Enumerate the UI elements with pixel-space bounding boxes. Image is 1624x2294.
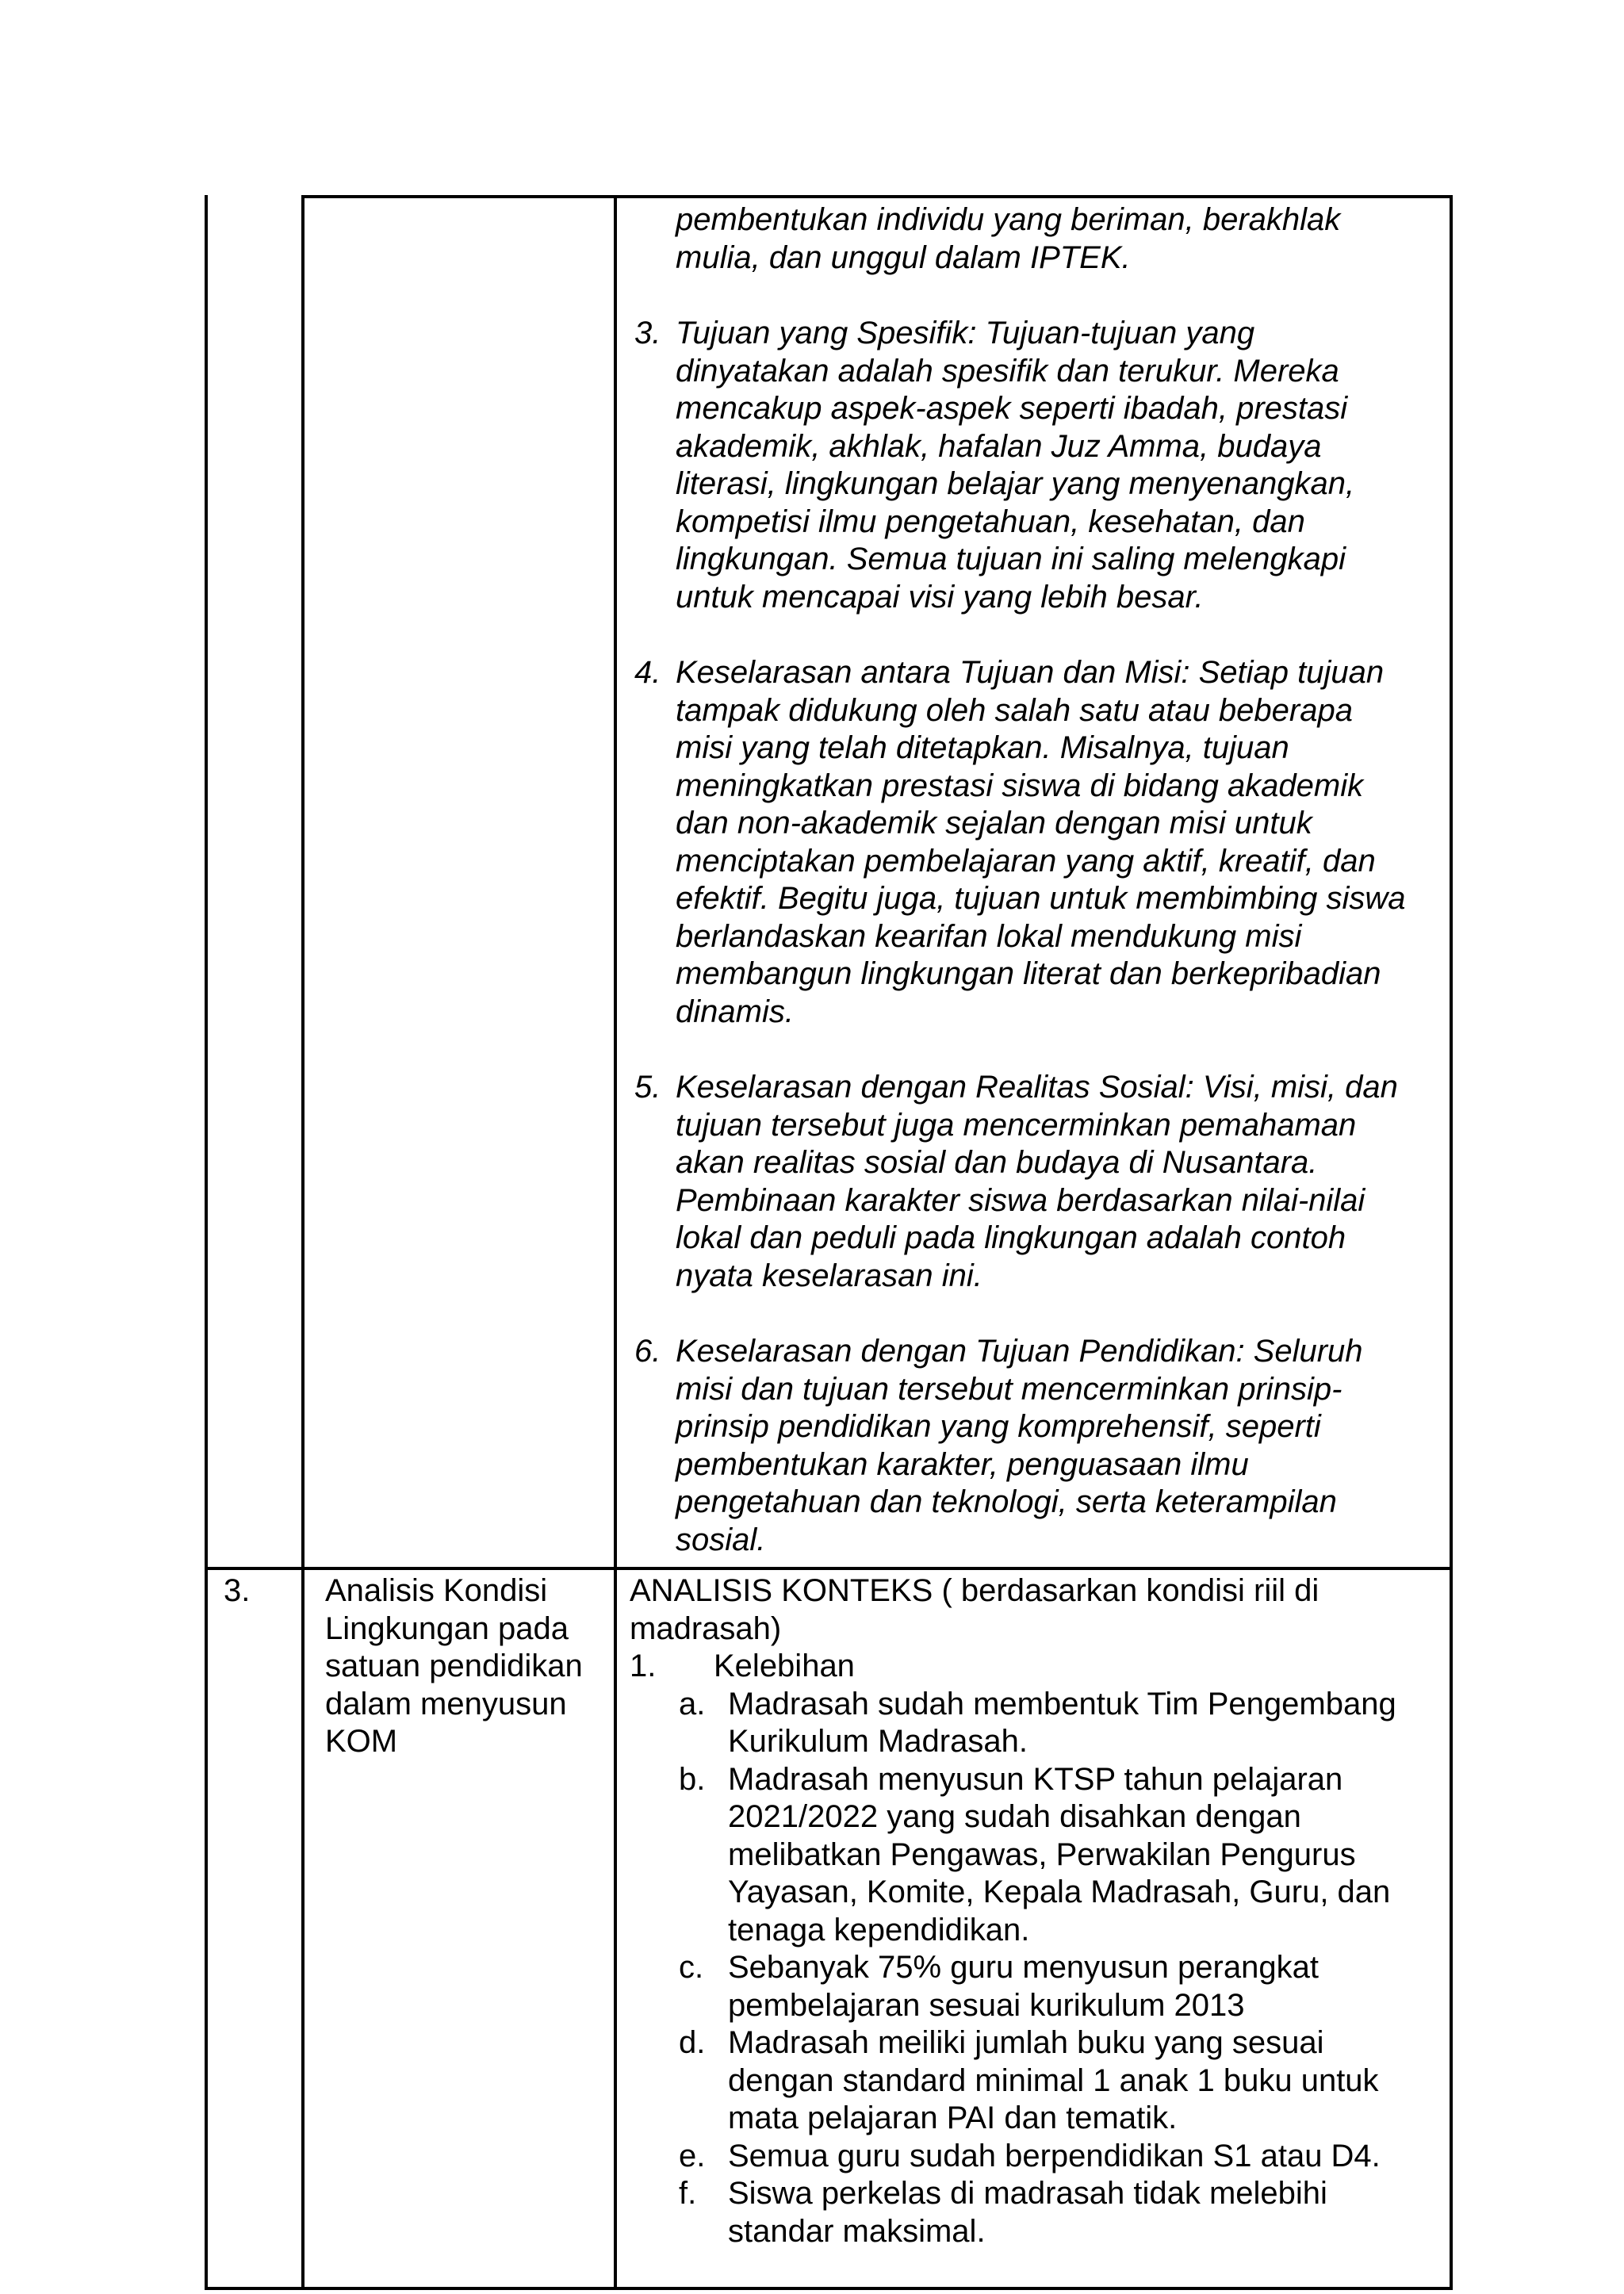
text-line: dinamis. [676, 994, 794, 1029]
numbered-item [626, 315, 1435, 616]
section-heading [630, 1572, 1438, 1648]
list-marker: c. [679, 1950, 704, 1985]
text-line: meningkatkan prestasi siswa di bidang akademik [676, 768, 1364, 803]
text-line: standar maksimal. [728, 2213, 986, 2249]
list-marker: f. [679, 2176, 697, 2211]
continued-analysis-cell [626, 201, 1435, 1559]
text-line: Lingkungan pada [325, 1610, 569, 1646]
text-line: tujuan tersebut juga mencerminkan pemahaman [676, 1107, 1357, 1143]
text-line: misi yang telah ditetapkan. Misalnya, tujuan [676, 730, 1289, 765]
text-line: melibatkan Pengawas, Perwakilan Pengurus [728, 1836, 1356, 1872]
text-line: KOM [325, 1724, 398, 1759]
subsection-label: Kelebihan [714, 1649, 855, 1683]
text-line: prinsip pendidikan yang komprehensif, seperti [676, 1409, 1321, 1444]
numbered-item [626, 1333, 1435, 1559]
text-line: pengetahuan dan teknologi, serta keterampilan [676, 1484, 1337, 1519]
text-line: pembentukan karakter, penguasaan ilmu [676, 1446, 1249, 1482]
item-number: 3. [634, 316, 661, 350]
table-row-divider [205, 1567, 1453, 1570]
text-line: berlandaskan kearifan lokal mendukung misi [676, 918, 1302, 954]
list-item [630, 1761, 1438, 1950]
list-marker: d. [679, 2025, 706, 2060]
text-line: efektif. Begitu juga, tujuan untuk membimbing siswa [676, 881, 1406, 916]
text-line: dinyatakan adalah spesifik dan terukur. Mereka [676, 353, 1339, 389]
text-line: Keselarasan antara Tujuan dan Misi: Setiap tujuan [676, 655, 1385, 690]
row-number: 3. [224, 1573, 251, 1608]
text-line: Analisis Kondisi [325, 1573, 548, 1608]
text-line: lingkungan. Semua tujuan ini saling melengkapi [676, 542, 1346, 576]
intro-paragraph [626, 201, 1435, 277]
text-line: menciptakan pembelajaran yang aktif, kreatif, dan [676, 843, 1376, 879]
text-line: Keselarasan dengan Tujuan Pendidikan: Seluruh [676, 1334, 1363, 1369]
item-number: 6. [634, 1334, 661, 1369]
text-line: dengan standard minimal 1 anak 1 buku untuk [728, 2062, 1379, 2098]
item-number: 4. [634, 655, 661, 690]
list-marker: a. [679, 1686, 706, 1721]
text-line: Madrasah meiliki jumlah buku yang sesuai [728, 2025, 1324, 2060]
text-line: Keselarasan dengan Realitas Sosial: Visi, misi, dan [676, 1070, 1398, 1105]
list-item [630, 2024, 1438, 2138]
text-line: tampak didukung oleh salah satu atau beberapa [676, 692, 1353, 728]
aspect-title [325, 1572, 611, 1761]
text-line: membangun lingkungan literat dan berkepribadian [676, 956, 1381, 991]
list-item [630, 1949, 1438, 2024]
text-line: Sebanyak 75% guru menyusun perangkat [728, 1950, 1319, 1985]
text-line: Tujuan yang Spesifik: Tujuan-tujuan yang [676, 316, 1255, 350]
table-border-col3 [614, 195, 617, 2290]
subsection-number: 1. [630, 1649, 657, 1683]
text-line: Madrasah sudah membentuk Tim Pengembang [728, 1686, 1396, 1721]
list-item [630, 2175, 1438, 2250]
text-line: madrasah) [630, 1610, 782, 1646]
text-line: untuk mencapai visi yang lebih besar. [676, 579, 1204, 615]
list-item [630, 2138, 1438, 2176]
subsection-kelebihan [630, 1648, 1438, 1686]
text-line: Siswa perkelas di madrasah tidak melebihi [728, 2176, 1327, 2211]
table-border-left [205, 195, 208, 2290]
text-line: mencakup aspek-aspek seperti ibadah, prestasi [676, 391, 1348, 426]
text-line: dalam menyusun [325, 1686, 567, 1721]
text-line: kompetisi ilmu pengetahuan, kesehatan, dan [676, 504, 1305, 539]
text-line: mulia, dan unggul dalam IPTEK. [676, 239, 1131, 275]
text-line: pembelajaran sesuai kurikulum 2013 [728, 1987, 1245, 2023]
text-line: tenaga kependidikan. [728, 1912, 1030, 1947]
text-line: akademik, akhlak, hafalan Juz Amma, budaya [676, 428, 1322, 464]
text-line: 2021/2022 yang sudah disahkan dengan [728, 1799, 1301, 1834]
item-number: 5. [634, 1070, 661, 1105]
list-item [630, 1686, 1438, 1761]
text-line: Yayasan, Komite, Kepala Madrasah, Guru, dan [728, 1875, 1391, 1909]
text-line: misi dan tujuan tersebut mencerminkan prinsip- [676, 1371, 1342, 1407]
text-line: Madrasah menyusun KTSP tahun pelajaran [728, 1761, 1343, 1797]
text-line: satuan pendidikan [325, 1649, 583, 1683]
table-border-right [1450, 195, 1453, 2290]
text-line: Kurikulum Madrasah. [728, 1724, 1028, 1759]
table-border-bottom [205, 2287, 1453, 2290]
table-border-top-partial [301, 195, 1453, 198]
text-line: ANALISIS KONTEKS ( berdasarkan kondisi riil di [630, 1573, 1320, 1608]
numbered-item [626, 654, 1435, 1031]
text-line: lokal dan peduli pada lingkungan adalah contoh [676, 1220, 1346, 1255]
list-marker: b. [679, 1761, 706, 1797]
context-analysis-cell [630, 1572, 1438, 2250]
text-line: nyata keselarasan ini. [676, 1258, 982, 1293]
text-line: literasi, lingkungan belajar yang menyenangkan, [676, 466, 1355, 501]
text-line: sosial. [676, 1522, 766, 1557]
numbered-item [626, 1069, 1435, 1295]
text-line: pembentukan individu yang beriman, berakhlak [676, 202, 1341, 237]
table-border-col2 [301, 195, 304, 2290]
text-line: Semua guru sudah berpendidikan S1 atau D4. [728, 2138, 1381, 2173]
text-line: mata pelajaran PAI dan tematik. [728, 2101, 1178, 2135]
text-line: Pembinaan karakter siswa berdasarkan nilai-nilai [676, 1182, 1365, 1218]
text-line: dan non-akademik sejalan dengan misi untuk [676, 806, 1312, 841]
list-marker: e. [679, 2138, 706, 2173]
text-line: akan realitas sosial dan budaya di Nusantara. [676, 1145, 1318, 1180]
